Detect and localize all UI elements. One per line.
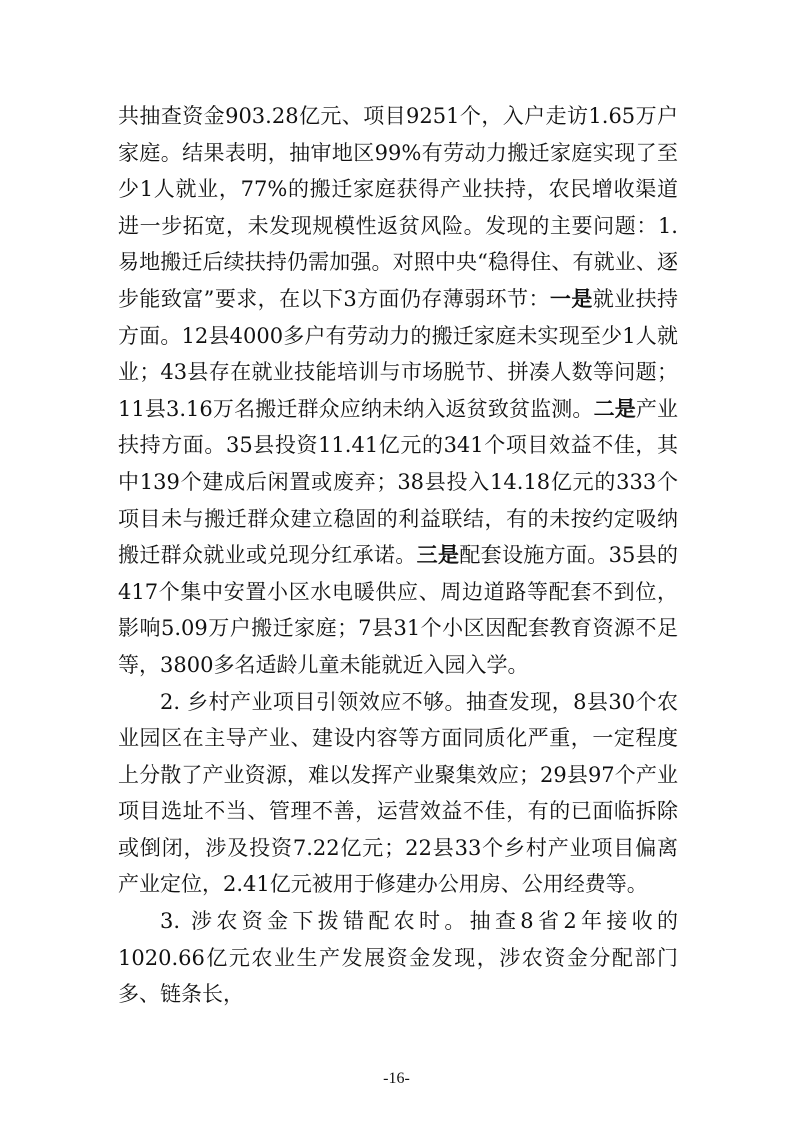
paragraph [118,684,678,904]
page-number: -16- [383,1070,410,1087]
text-span: 配套设施方面。35县的417个集中安置小区水电暖供应、周边道路等配套不到位，影响5.09万户搬迁家庭；7县31个小区因配套教育资源不足等，3800多名适龄儿童未能就近入园入学。 [118,543,679,677]
text-span: 共抽查资金903.28亿元、项目9251个，入户走访1.65万户家庭。结果表明，抽审地区99%有劳动力搬迁家庭实现了至少1人就业，77%的搬迁家庭获得产业扶持，农民增收渠道进一步拓宽，未发现规模性返贫风险。发现的主要问题：1. 易地搬迁后续扶持仍需加强。对照中央“稳得住、有就业、逐步能致富”要求，在以下3方面仍存薄弱环节： [118,104,678,311]
text-span: 就业扶持方面。12县4000多户有劳动力的搬迁家庭未实现至少1人就业；43县存在就业技能培训与市场脱节、拼凑人数等问题；11县3.16万名搬迁群众应纳未纳入返贫致贫监测。 [118,286,679,421]
text-span: 产业扶持方面。35县投资11.41亿元的341个项目效益不佳，其中139个建成后闲置或废弃；38县投入14.18亿元的333个项目未与搬迁群众建立稳固的利益联结，有的未按约定吸纳搬迁群众就业或兑现分红承诺。 [118,396,679,568]
text-span: 2. 乡村产业项目引领效应不够。抽查发现，8县30个农业园区在主导产业、建设内容等方面同质化严重，一定程度上分散了产业资源，难以发挥产业聚集效应；29县97个产业项目选址不当、管理不善，运营效益不佳，有的已面临拆除或倒闭，涉及投资7.22亿元；22县33个乡村产业项目偏离产业定位，2.41亿元被用于修建办公用房、公用经费等。 [118,689,678,897]
paragraph [118,903,678,1013]
bold-marker: 三是 [416,542,460,568]
bold-marker: 二是 [593,395,636,421]
bold-marker: 一是 [549,285,593,311]
paragraph [118,98,678,684]
document-body [118,98,678,1013]
text-span: 3. 涉农资金下拨错配农时。抽查8省2年接收的1020.66亿元农业生产发展资金发现，涉农资金分配部门多、链条长， [118,909,678,1007]
